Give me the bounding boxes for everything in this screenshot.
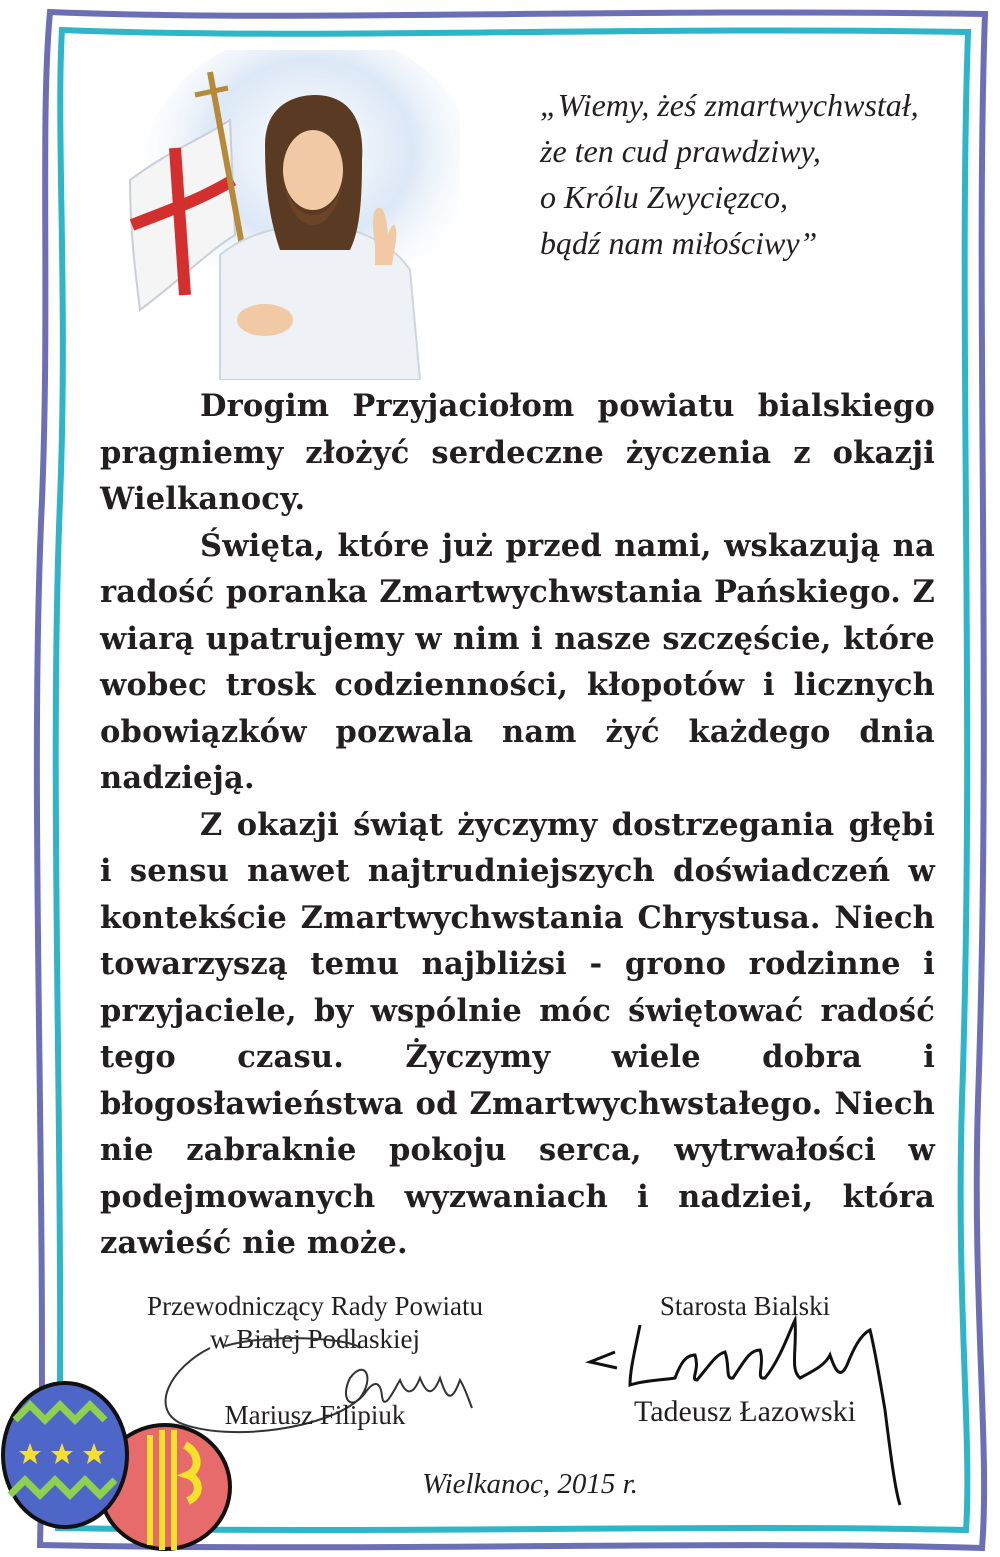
risen-christ-illustration [100,50,460,380]
quote-line: że ten cud prawdziwy, [540,133,821,169]
chairman-title-line2: w Białej Podlaskiej [210,1324,420,1354]
starosta-name: Tadeusz Łazowski [634,1395,856,1428]
easter-quote [540,82,980,266]
quote-line: „Wiemy, żeś zmartwychwstał, [540,87,919,123]
chairman-title: Przewodniczący Rady Powiatu [147,1291,483,1321]
greeting-paragraph: Święta, które już przed nami, wskazują na radość poranka Zmartwychwstania Pańskiego. Z wiarą upatrujemy w nim i nasze szczęście, które wobec trosk codzienności, kłopotów i licznych obowiązków pozwala nam żyć każdego dnia nadzieją. [100,527,935,796]
quote-line: bądź nam miłościwy” [540,225,818,261]
quote-line: o Królu Zwycięzco, [540,179,788,215]
starosta-title: Starosta Bialski [659,1291,831,1321]
easter-eggs-icon [0,1375,240,1557]
chairman-name: Mariusz Filipiuk [224,1400,406,1430]
greeting-body [100,383,935,1267]
greeting-paragraph: Z okazji świąt życzymy dostrzegania głębi i sensu nawet najtrudniejszych doświadczeń w kontekście Zmartwychwstania Chrystusa. Niech towarzyszą temu najbliżsi - grono rodzinne i przyjaciele, by wspólnie móc świętować radość tego czasu. Życzymy wiele dobra i błogosławieństwa od Zmartwychwstałego. Niech nie zabraknie pokoju serca, wytrwałości w podejmowanych wyzwaniach i nadziei, która zawieść nie może. [100,806,935,1261]
greeting-paragraph: Drogim Przyjaciołom powiatu bialskiego pragniemy złożyć serdeczne życzenia z okazji Wielkanocy. [100,388,935,517]
date-line: Wielkanoc, 2015 r. [422,1468,638,1500]
